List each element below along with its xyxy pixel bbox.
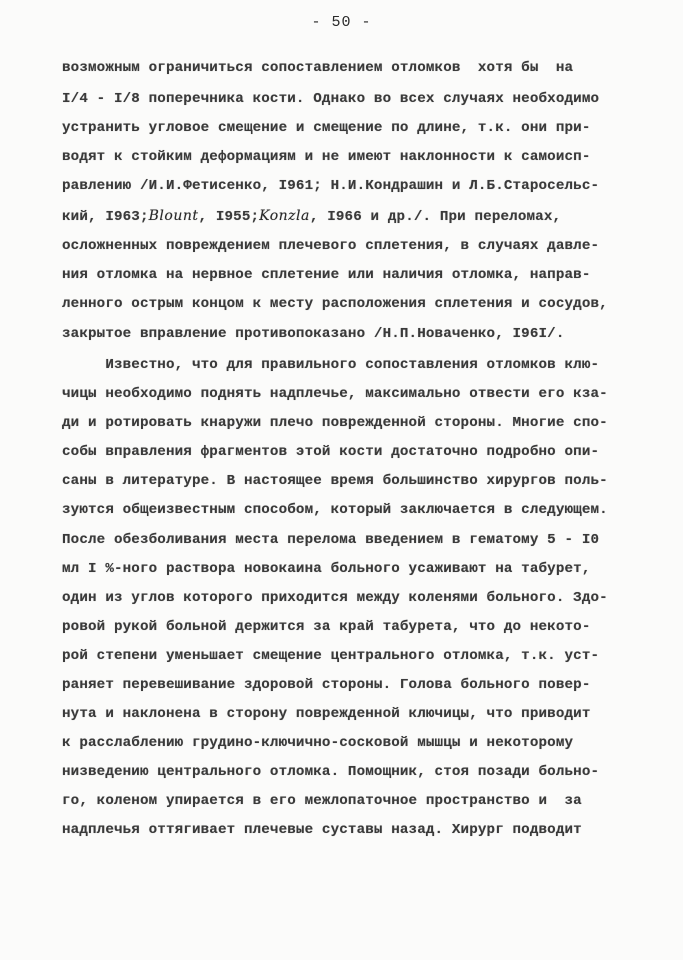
text-segment: устранить угловое смещение и смещение по длине, т.к. они при- <box>62 120 591 136</box>
text-segment: один из углов которого приходится между коленями больного. Здо- <box>62 590 608 606</box>
text-segment: низведению центрального отломка. Помощник, стоя позади больно- <box>62 764 600 780</box>
text-line <box>62 500 608 520</box>
text-line <box>62 791 582 811</box>
text-segment: возможным ограничиться сопоставлением отломков хотя бы на <box>62 60 574 76</box>
text-segment: ленного острым концом к месту расположения сплетения и сосудов, <box>62 296 608 312</box>
text-line <box>62 762 599 782</box>
text-segment: I/4 - I/8 поперечника кости. Однако во всех случаях необходимо <box>62 91 600 107</box>
text-line <box>62 820 582 840</box>
text-line <box>62 646 599 666</box>
text-line <box>62 265 591 285</box>
text-segment: ди и ротировать кнаружи плечо поврежденной стороны. Многие спо- <box>62 415 608 431</box>
text-segment: го, коленом упирается в его межлопаточное пространство и за <box>62 793 582 809</box>
text-segment: После обезболивания места перелома введением в гематому 5 - I0 <box>62 532 600 548</box>
text-segment: нута и наклонена в сторону поврежденной ключицы, что приводит <box>62 706 591 722</box>
text-segment: раняет перевешивание здоровой стороны. Голова больного повер- <box>62 677 591 693</box>
text-line <box>62 294 608 314</box>
handwritten-name: Konzla <box>259 208 310 224</box>
text-segment: чицы необходимо поднять надплечье, максимально отвести его кза- <box>62 386 608 402</box>
text-segment: кий, I963; <box>62 209 149 225</box>
text-line <box>62 413 608 433</box>
text-segment: рой степени уменьшает смещение центрального отломка, т.к. уст- <box>62 648 600 664</box>
text-segment: мл I %-ного раствора новокаина больного усаживают на табурет, <box>62 561 591 577</box>
text-segment: собы вправления фрагментов этой кости достаточно подробно опи- <box>62 444 600 460</box>
text-line <box>62 675 591 695</box>
text-segment: закрытое вправление противопоказано /Н.П.Новаченко, I96I/. <box>62 326 565 342</box>
text-line <box>62 176 599 196</box>
text-line <box>62 704 591 724</box>
text-line <box>62 530 599 550</box>
text-line <box>62 355 599 375</box>
text-segment: саны в литературе. В настоящее время большинство хирургов поль- <box>62 473 608 489</box>
text-line <box>62 588 608 608</box>
page-number: - 50 - <box>311 14 372 31</box>
text-line <box>62 471 608 491</box>
text-segment: , I966 и др./. При переломах, <box>309 209 562 225</box>
text-line <box>62 324 565 344</box>
text-segment: зуются общеизвестным способом, который заключается в следующем. <box>62 502 608 518</box>
text-line <box>62 118 591 138</box>
text-segment: Известно, что для правильного сопоставления отломков клю- <box>62 357 600 373</box>
text-line <box>62 206 561 226</box>
text-segment: ровой рукой больной держится за край табурета, что до некото- <box>62 619 591 635</box>
text-line <box>62 147 591 167</box>
text-segment: равлению /И.И.Фетисенко, I961; Н.И.Кондрашин и Л.Б.Старосельс- <box>62 178 600 194</box>
text-segment: надплечья оттягивает плечевые суставы назад. Хирург подводит <box>62 822 582 838</box>
text-segment: осложненных повреждением плечевого сплетения, в случаях давле- <box>62 238 600 254</box>
text-line <box>62 617 591 637</box>
text-line <box>62 559 591 579</box>
text-segment: к расслаблению грудино-ключично-сосковой мышцы и некоторому <box>62 735 574 751</box>
text-line <box>62 442 599 462</box>
text-line <box>62 89 599 109</box>
text-line <box>62 384 608 404</box>
text-line <box>62 236 599 256</box>
text-segment: , I955; <box>198 209 260 225</box>
text-segment: ния отломка на нервное сплетение или наличия отломка, направ- <box>62 267 591 283</box>
text-segment: водят к стойким деформациям и не имеют наклонности к самоисп- <box>62 149 591 165</box>
text-line <box>62 733 573 753</box>
handwritten-name: Blount <box>148 208 199 224</box>
text-line <box>62 58 573 78</box>
